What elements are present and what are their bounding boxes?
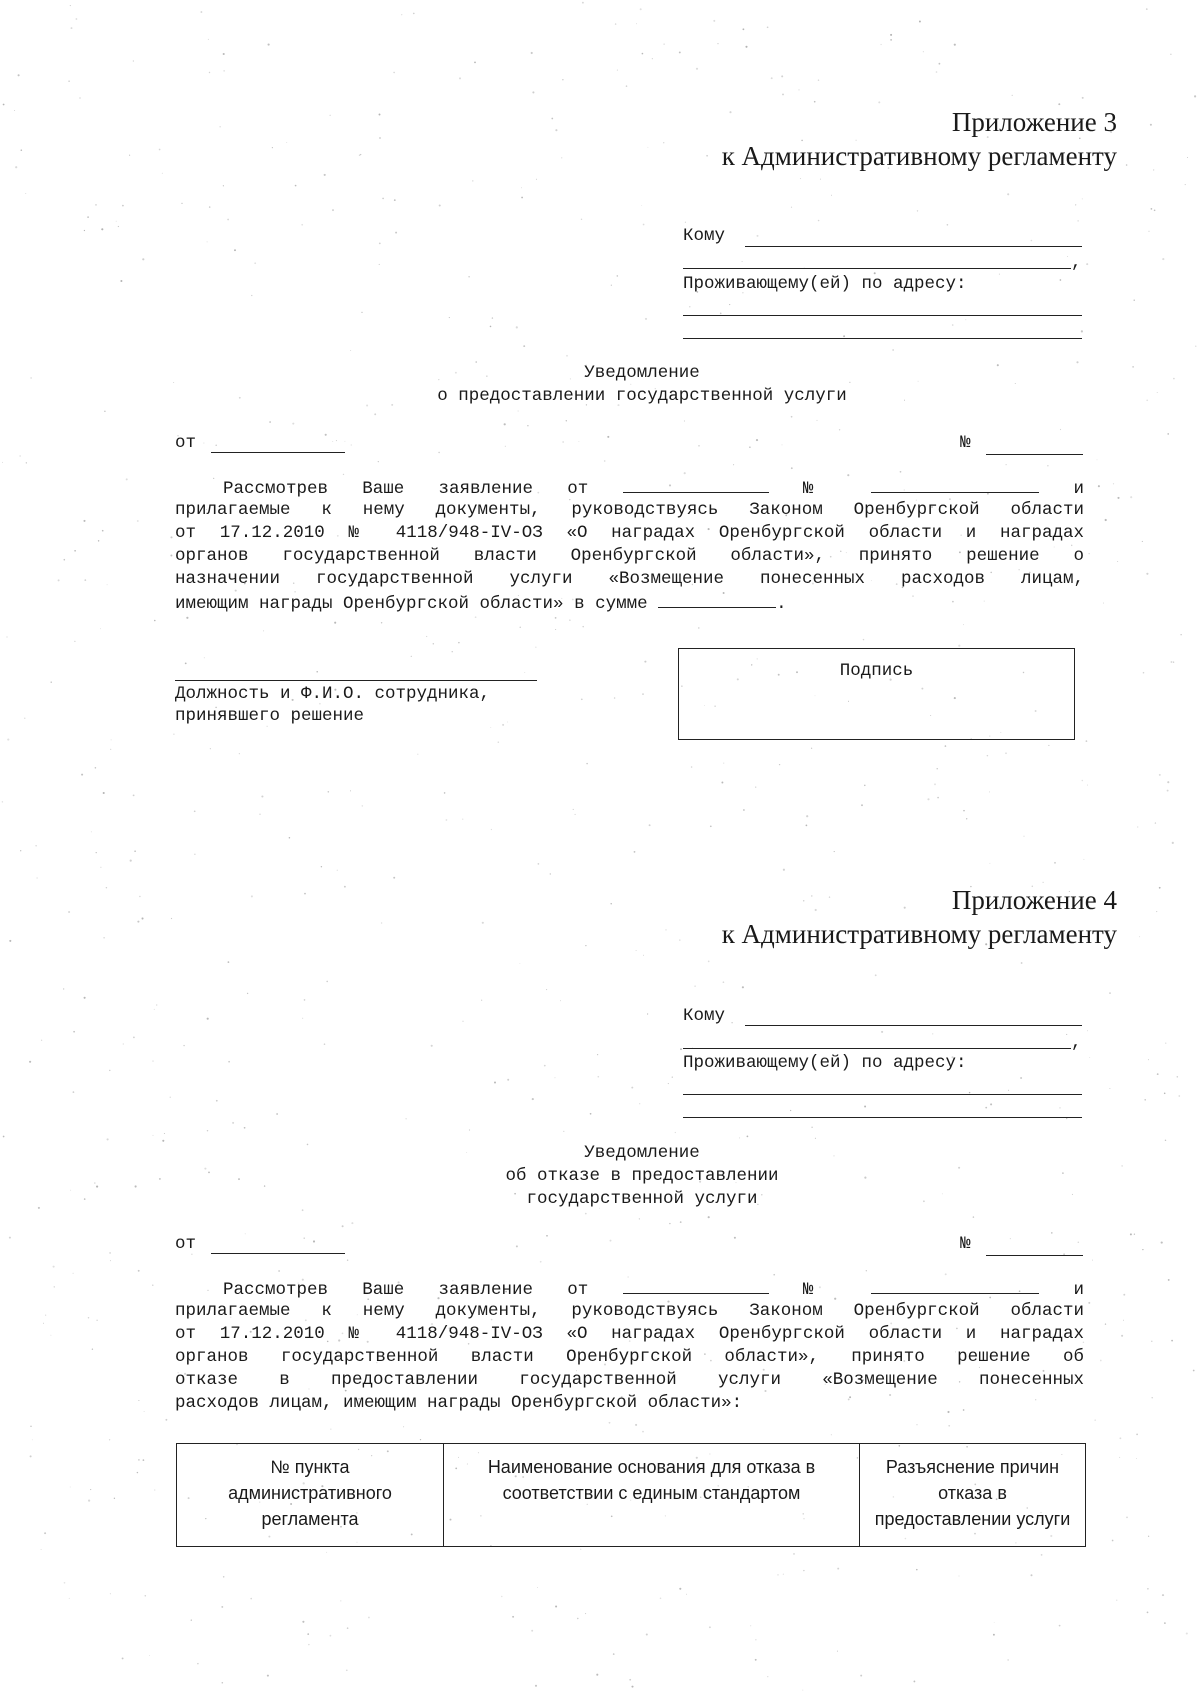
comma: , — [1071, 253, 1082, 273]
para-end: . — [776, 594, 787, 614]
addressee-line-2 — [683, 268, 1071, 269]
table-row — [177, 1444, 1086, 1547]
para-word: Рассмотрев — [223, 479, 329, 499]
number-line — [986, 454, 1083, 455]
cell-line: предоставлении услуги — [874, 1509, 1071, 1529]
address-line-2 — [683, 338, 1082, 339]
appendix4-subtitle: к Административному регламенту — [721, 919, 1117, 949]
amount-blank — [658, 591, 776, 608]
refusal-paragraph — [175, 1277, 1084, 1415]
para-line: расходов лицам, имеющим награды Оренбургской области»: — [175, 1393, 743, 1413]
para-word: от — [567, 479, 589, 499]
addressee-label: Кому — [683, 226, 726, 246]
para-line: органов государственной власти Оренбургской области», принято решение о — [175, 546, 1084, 566]
cell-line: Наименование основания для отказа в — [487, 1457, 816, 1477]
addressee-label: Кому — [683, 1006, 726, 1026]
para-line: органов государственной власти Оренбургской области», принято решение об — [175, 1347, 1084, 1367]
application-number-blank — [871, 1277, 1039, 1294]
address-line-1 — [683, 1094, 1082, 1095]
para-word: заявление — [438, 1280, 534, 1300]
para-line: от 17.12.2010 № 4118/948-IV-ОЗ «О наградах Оренбургской области и наградах — [175, 523, 1084, 543]
addressee-line — [745, 246, 1082, 247]
para-line: имеющим награды Оренбургской области» в сумме — [175, 594, 648, 614]
table-header-cell — [444, 1444, 860, 1547]
decision-paragraph — [175, 476, 1084, 614]
address-label: Проживающему(ей) по адресу: — [683, 274, 967, 294]
signature-label: Подпись — [839, 661, 914, 681]
address-line-2 — [683, 1117, 1082, 1118]
official-caption-2: принявшего решение — [175, 706, 365, 726]
application-date-blank — [623, 476, 769, 493]
table-header-cell — [177, 1444, 444, 1547]
cell-line: административного — [228, 1483, 392, 1503]
table-header-cell — [860, 1444, 1086, 1547]
para-line: отказе в предоставлении государственной услуги «Возмещение понесенных — [175, 1370, 1084, 1390]
official-signature-line — [175, 680, 537, 681]
notice-subtitle: об отказе в предоставлении — [505, 1166, 779, 1186]
para-word: заявление — [438, 479, 534, 499]
para-line: прилагаемые к нему документы, руководствуясь Законом Оренбургской области — [175, 500, 1084, 520]
notice-subtitle-2: государственной услуги — [526, 1189, 758, 1209]
cell-line: соответствии с единым стандартом — [502, 1483, 801, 1503]
number-label: № — [960, 1234, 971, 1254]
para-line: прилагаемые к нему документы, руководствуясь Законом Оренбургской области — [175, 1301, 1084, 1321]
address-line-1 — [683, 315, 1082, 316]
notice-subtitle: о предоставлении государственной услуги — [437, 386, 847, 406]
para-word: и — [1073, 1280, 1084, 1300]
cell-line: отказа в — [938, 1483, 1007, 1503]
addressee-line-2 — [683, 1048, 1071, 1049]
official-caption-1: Должность и Ф.И.О. сотрудника, — [175, 684, 491, 704]
notice-title: Уведомление — [584, 363, 700, 383]
date-from-label: от — [175, 433, 197, 453]
para-word: от — [567, 1280, 589, 1300]
signature-box — [678, 648, 1075, 740]
para-word: Ваше — [362, 479, 405, 499]
para-line: от 17.12.2010 № 4118/948-IV-ОЗ «О наградах Оренбургской области и наградах — [175, 1324, 1084, 1344]
application-date-blank — [623, 1277, 769, 1294]
date-from-line — [211, 1253, 345, 1254]
para-word: № — [802, 479, 837, 499]
appendix3-title: Приложение 3 — [951, 107, 1117, 137]
date-from-line — [211, 452, 345, 453]
appendix3-subtitle: к Административному регламенту — [721, 141, 1117, 171]
para-word: Ваше — [362, 1280, 405, 1300]
date-from-label: от — [175, 1234, 197, 1254]
cell-line: Разъяснение причин — [885, 1457, 1060, 1477]
application-number-blank — [871, 476, 1039, 493]
cell-line: регламента — [261, 1509, 359, 1529]
para-word: Рассмотрев — [223, 1280, 329, 1300]
comma: , — [1071, 1033, 1082, 1053]
para-word: и — [1073, 479, 1084, 499]
para-line: назначении государственной услуги «Возмещение понесенных расходов лицам, — [175, 569, 1084, 589]
refusal-reasons-table — [176, 1443, 1086, 1547]
cell-line: № пункта — [270, 1457, 350, 1477]
number-line — [986, 1255, 1083, 1256]
number-label: № — [960, 433, 971, 453]
addressee-line — [745, 1025, 1082, 1026]
para-word: № — [802, 1280, 837, 1300]
address-label: Проживающему(ей) по адресу: — [683, 1053, 967, 1073]
notice-title: Уведомление — [584, 1143, 700, 1163]
appendix4-title: Приложение 4 — [951, 885, 1117, 915]
